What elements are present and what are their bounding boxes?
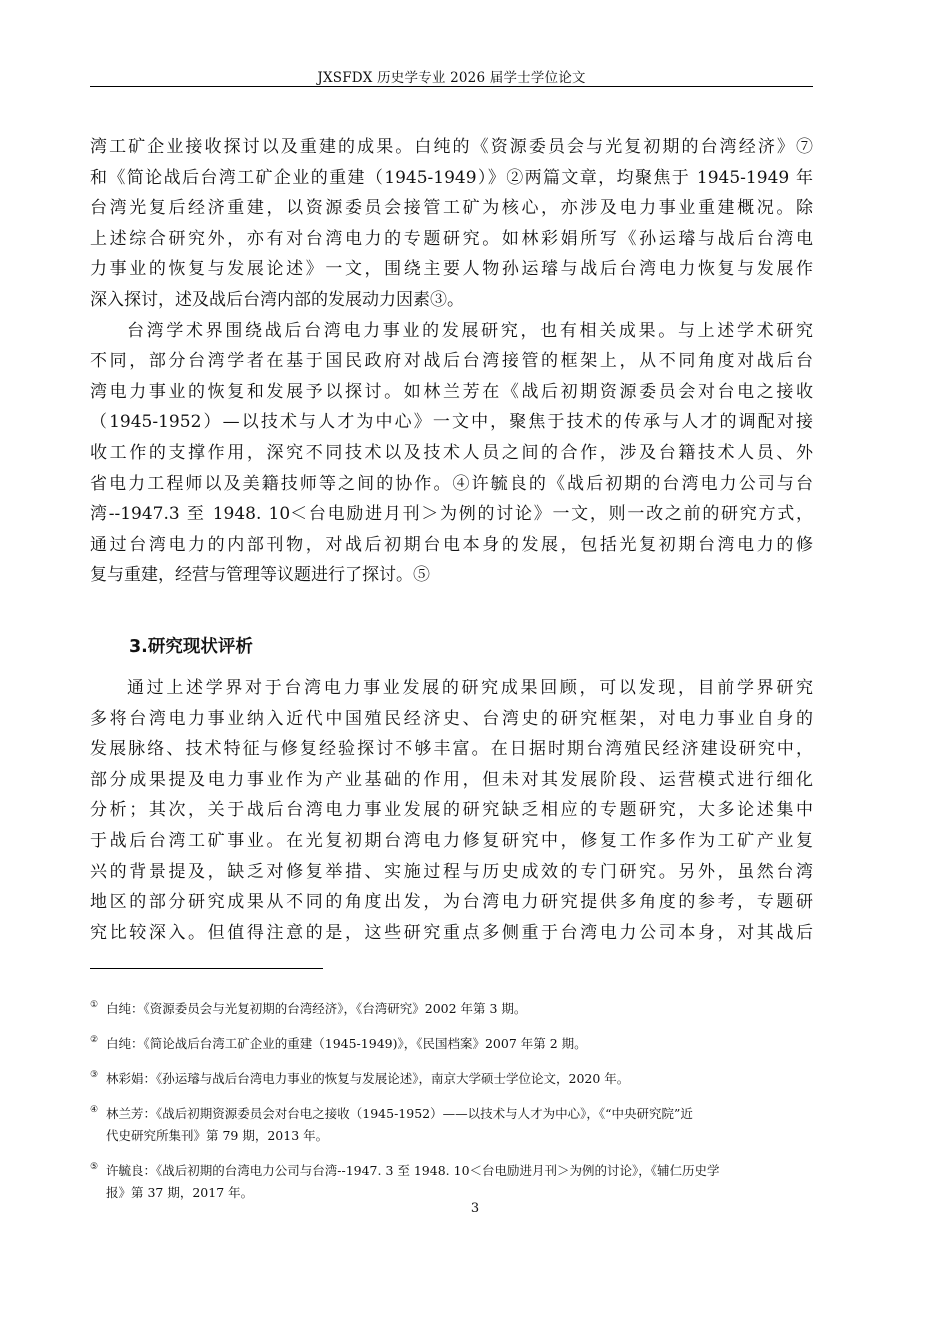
footnote-marker: ③ <box>90 1070 99 1080</box>
body-text <box>90 132 813 591</box>
footnote-4 <box>90 1103 813 1147</box>
text-line: 和《简论战后台湾工矿企业的重建（1945-1949）》②两篇文章，均聚焦于 1945-1949 年 <box>90 167 813 188</box>
text-line: 分析；其次，关于战后台湾电力事业发展的研究缺乏相应的专题研究，大多论述集中 <box>90 800 813 821</box>
footnote-text: 林彩娟：《孙运璿与战后台湾电力事业的恢复与发展论述》，南京大学硕士学位论文，2020 年。 <box>106 1071 630 1086</box>
text-line: 通过台湾电力的内部刊物，对战后初期台电本身的发展，包括光复初期台湾电力的修 <box>90 534 813 555</box>
text-line: 复与重建，经营与管理等议题进行了探讨。⑤ <box>90 565 430 586</box>
footnote-2 <box>90 1033 813 1055</box>
text-line: 湾电力事业的恢复和发展予以探讨。如林兰芳在《战后初期资源委员会对台电之接收 <box>90 381 813 402</box>
text-line: 不同，部分台湾学者在基于国民政府对战后台湾接管的框架上，从不同角度对战后台 <box>90 351 813 372</box>
text-line: 深入探讨，述及战后台湾内部的发展动力因素③。 <box>90 289 464 310</box>
section-heading: 3.研究现状评析 <box>129 637 253 657</box>
footnote-marker: ⑤ <box>90 1162 99 1172</box>
text-line: 究比较深入。但值得注意的是，这些研究重点多侧重于台湾电力公司本身，对其战后 <box>90 922 813 943</box>
text-line: 湾工矿企业接收探讨以及重建的成果。白纯的《资源委员会与光复初期的台湾经济》⑦ <box>90 137 813 157</box>
footnote-text: 林兰芳：《战后初期资源委员会对台电之接收（1945-1952）——以技术与人才为中心》，《“中央研究院”近 <box>106 1106 693 1121</box>
footnote-text: 代史研究所集刊》第 79 期，2013 年。 <box>106 1128 329 1143</box>
footnote-1 <box>90 998 813 1020</box>
footnote-text: 白纯：《资源委员会与光复初期的台湾经济》，《台湾研究》2002 年第 3 期。 <box>106 1001 527 1016</box>
text-line: 地区的部分研究成果从不同的角度出发，为台湾电力研究提供多角度的参考，专题研 <box>90 892 813 913</box>
text-line: 兴的背景提及，缺乏对修复举措、实施过程与历史成效的专门研究。另外，虽然台湾 <box>90 861 813 882</box>
text-line: 台湾学术界围绕战后台湾电力事业的发展研究，也有相关成果。与上述学术研究 <box>127 320 813 341</box>
paragraph-1 <box>90 132 813 316</box>
paragraph-3 <box>90 673 813 948</box>
footnote-5 <box>90 1160 813 1204</box>
footnote-marker: ② <box>90 1035 99 1045</box>
running-header: JXSFDX 历史学专业 2026 届学士学位论文 <box>317 70 586 86</box>
text-line: 部分成果提及电力事业作为产业基础的作用，但未对其发展阶段、运营模式进行细化 <box>90 769 813 790</box>
text-line: 省电力工程师以及美籍技师等之间的协作。④许毓良的《战后初期的台湾电力公司与台 <box>90 473 813 494</box>
text-line: （1945-1952）—以技术与人才为中心》一文中，聚焦于技术的传承与人才的调配对接 <box>90 412 813 433</box>
footnote-3 <box>90 1068 813 1090</box>
text-line: 收工作的支撑作用，深究不同技术以及技术人员之间的合作，涉及台籍技术人员、外 <box>90 442 813 463</box>
footnote-marker: ① <box>90 1000 99 1010</box>
footnote-marker: ④ <box>90 1105 99 1115</box>
footnote-text: 许毓良：《战后初期的台湾电力公司与台湾--1947. 3 至 1948. 10＜台电励进月刊＞为例的讨论》，《辅仁历史学 <box>106 1163 720 1178</box>
footnote-separator <box>90 968 323 969</box>
text-line: 发展脉络、技术特征与修复经验探讨不够丰富。在日据时期台湾殖民经济建设研究中， <box>90 739 813 760</box>
footnote-text: 白纯：《简论战后台湾工矿企业的重建（1945-1949)》，《民国档案》2007 年第 2 期。 <box>106 1036 587 1051</box>
body-text-section-3 <box>90 673 813 948</box>
paragraph-2 <box>90 316 813 591</box>
footnotes <box>90 998 813 1217</box>
text-line: 通过上述学界对于台湾电力事业发展的研究成果回顾，可以发现，目前学界研究 <box>127 678 813 698</box>
page-number: 3 <box>470 1201 480 1216</box>
text-line: 多将台湾电力事业纳入近代中国殖民经济史、台湾史的研究框架，对电力事业自身的 <box>90 708 813 729</box>
text-line: 湾--1947.3 至 1948. 10＜台电励进月刊＞为例的讨论》一文，则一改之前的研究方式， <box>90 504 813 525</box>
text-line: 力事业的恢复与发展论述》一文，围绕主要人物孙运璿与战后台湾电力恢复与发展作 <box>90 259 813 280</box>
text-line: 上述综合研究外，亦有对台湾电力的专题研究。如林彩娟所写《孙运璿与战后台湾电 <box>90 228 813 249</box>
text-line: 台湾光复后经济重建，以资源委员会接管工矿为核心，亦涉及电力事业重建概况。除 <box>90 198 813 219</box>
header-rule <box>90 86 813 87</box>
footnote-text: 报》第 37 期，2017 年。 <box>106 1185 254 1200</box>
text-line: 于战后台湾工矿事业。在光复初期台湾电力修复研究中，修复工作多作为工矿产业复 <box>90 830 813 851</box>
